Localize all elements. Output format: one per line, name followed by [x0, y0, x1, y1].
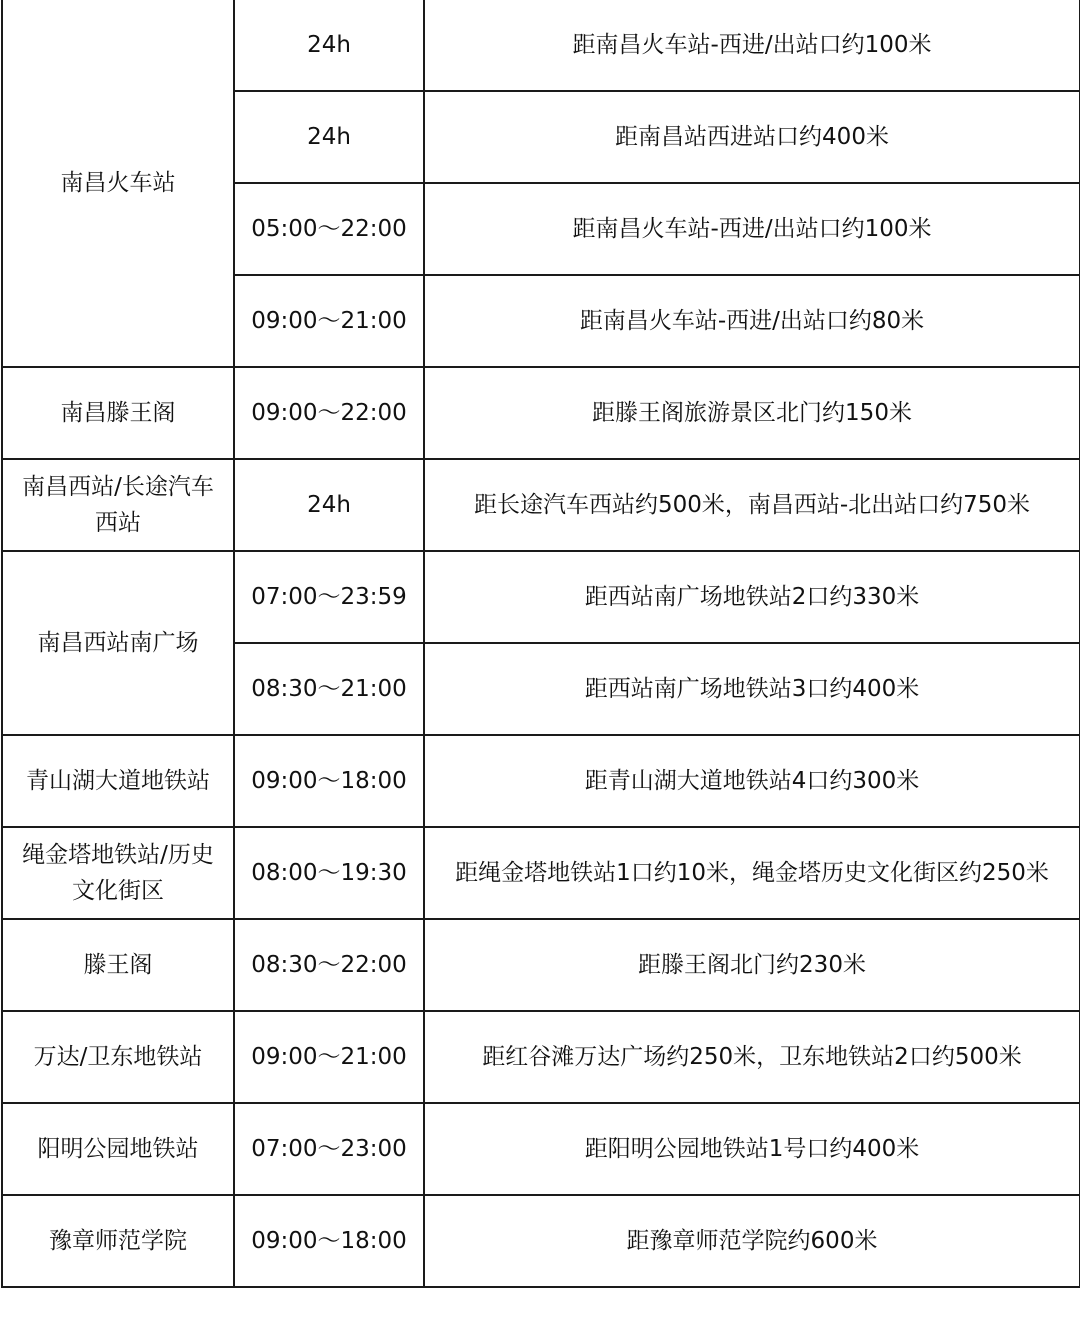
distance-cell: 距长途汽车西站约500米，南昌西站-北出站口约750米 — [424, 459, 1080, 551]
location-cell: 绳金塔地铁站/历史 文化街区 — [2, 827, 234, 919]
table-row — [2, 551, 1080, 643]
distance-cell: 距滕王阁旅游景区北门约150米 — [424, 367, 1080, 459]
location-cell: 南昌西站南广场 — [2, 551, 234, 735]
table-row — [2, 1195, 1080, 1287]
table-row — [2, 919, 1080, 1011]
distance-cell: 距青山湖大道地铁站4口约300米 — [424, 735, 1080, 827]
opening-hours-cell: 09:00～18:00 — [234, 1195, 424, 1287]
location-cell: 滕王阁 — [2, 919, 234, 1011]
opening-hours-cell: 07:00～23:59 — [234, 551, 424, 643]
opening-hours-cell: 08:30～22:00 — [234, 919, 424, 1011]
distance-cell: 距南昌火车站-西进/出站口约100米 — [424, 0, 1080, 91]
opening-hours-cell: 24h — [234, 0, 424, 91]
distance-cell: 距南昌火车站-西进/出站口约80米 — [424, 275, 1080, 367]
table-row — [2, 827, 1080, 919]
opening-hours-cell: 07:00～23:00 — [234, 1103, 424, 1195]
location-cell: 万达/卫东地铁站 — [2, 1011, 234, 1103]
distance-cell: 距西站南广场地铁站3口约400米 — [424, 643, 1080, 735]
location-cell: 阳明公园地铁站 — [2, 1103, 234, 1195]
location-cell: 豫章师范学院 — [2, 1195, 234, 1287]
opening-hours-cell: 09:00～21:00 — [234, 1011, 424, 1103]
distance-cell: 距南昌站西进站口约400米 — [424, 91, 1080, 183]
distance-cell: 距西站南广场地铁站2口约330米 — [424, 551, 1080, 643]
table-row — [2, 1011, 1080, 1103]
table-row — [2, 735, 1080, 827]
table-row — [2, 459, 1080, 551]
location-cell: 青山湖大道地铁站 — [2, 735, 234, 827]
distance-cell: 距南昌火车站-西进/出站口约100米 — [424, 183, 1080, 275]
distance-cell: 距阳明公园地铁站1号口约400米 — [424, 1103, 1080, 1195]
opening-hours-cell: 05:00～22:00 — [234, 183, 424, 275]
opening-hours-cell: 08:00～19:30 — [234, 827, 424, 919]
opening-hours-cell: 24h — [234, 459, 424, 551]
location-cell: 南昌滕王阁 — [2, 367, 234, 459]
opening-hours-cell: 24h — [234, 91, 424, 183]
table-row — [2, 367, 1080, 459]
location-cell: 南昌西站/长途汽车 西站 — [2, 459, 234, 551]
opening-hours-cell: 09:00～18:00 — [234, 735, 424, 827]
distance-cell: 距滕王阁北门约230米 — [424, 919, 1080, 1011]
distance-cell: 距绳金塔地铁站1口约10米，绳金塔历史文化街区约250米 — [424, 827, 1080, 919]
table-row — [2, 0, 1080, 91]
opening-hours-cell: 08:30～21:00 — [234, 643, 424, 735]
distance-cell: 距豫章师范学院约600米 — [424, 1195, 1080, 1287]
opening-hours-cell: 09:00～21:00 — [234, 275, 424, 367]
distance-cell: 距红谷滩万达广场约250米，卫东地铁站2口约500米 — [424, 1011, 1080, 1103]
table-row — [2, 1103, 1080, 1195]
locker-schedule-table — [1, 0, 1080, 1288]
location-cell: 南昌火车站 — [2, 0, 234, 367]
opening-hours-cell: 09:00～22:00 — [234, 367, 424, 459]
